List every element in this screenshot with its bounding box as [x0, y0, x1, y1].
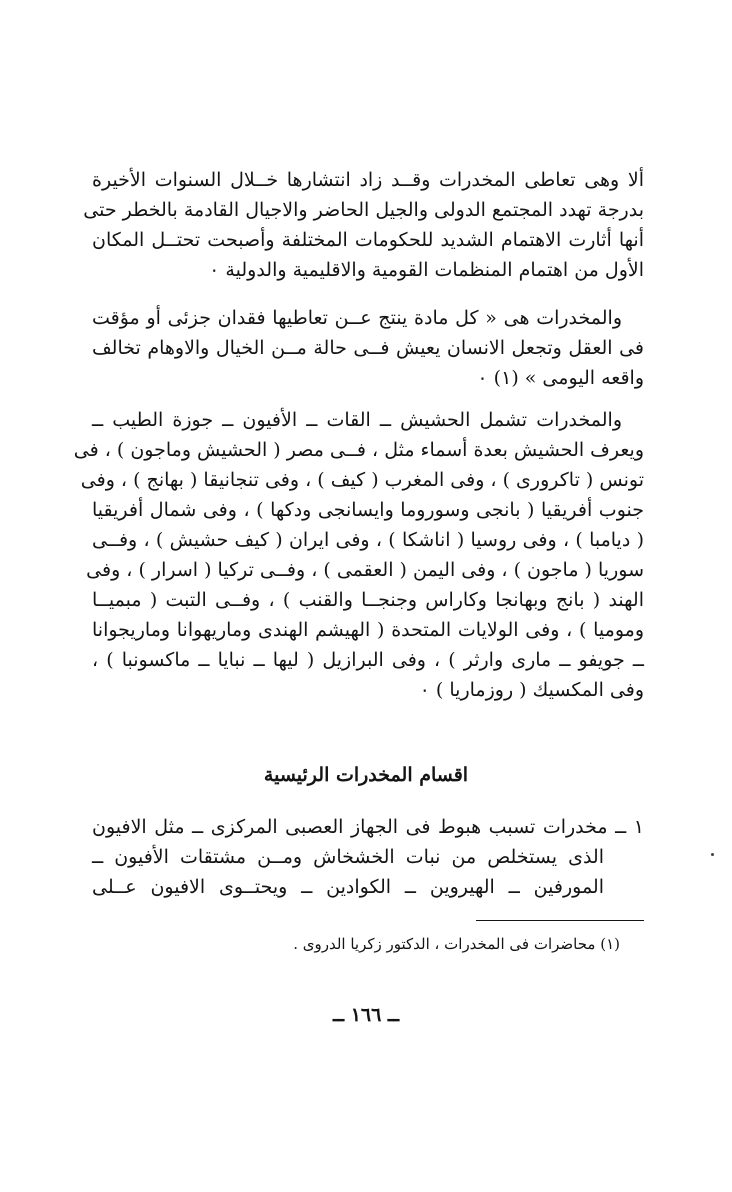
text-line: أنها أثارت الاهتمام الشديد للحكومات المختلفة وأصبحت تحتــل المكان	[92, 229, 644, 251]
text-line: ( ديامبا ) ، وفى روسيا ( اناشكا ) ، وفى ايران ( كيف حشيش ) ، وفــى	[92, 529, 644, 551]
text-line: الأول من اهتمام المنظمات القومية والاقليمية والدولية ٠	[209, 259, 644, 281]
text-line: ألا وهى تعاطى المخدرات وقــد زاد انتشارها خــلال السنوات الأخيرة	[92, 169, 644, 191]
list-item-depressants	[92, 812, 644, 902]
text-line: تونس ( تاكرورى ) ، وفى المغرب ( كيف ) ، وفى تنجانيقا ( بهانج ) ، وفى	[80, 469, 644, 491]
text-line: والمخدرات هى « كل مادة ينتج عــن تعاطيها فقدان جزئى أو مؤقت	[92, 307, 622, 329]
paragraph-drug-names	[73, 405, 644, 705]
text-line: سوريا ( ماجون ) ، وفى اليمن ( العقمى ) ، وفــى تركيا ( اسرار ) ، وفى	[86, 559, 644, 581]
text-line: واقعه اليومى » (١) ٠	[477, 367, 644, 389]
section-heading: اقسام المخدرات الرئيسية	[263, 764, 469, 786]
text-line: وموميا ) ، وفى الولايات المتحدة ( الهيشم الهندى وماريهوانا وماريجوانا	[92, 619, 644, 641]
text-line: ــ جويفو ــ مارى وارثر ) ، وفى البرازيل ( ليها ــ نبايا ــ ماكسونبا ) ،	[92, 649, 644, 671]
text-line: ١ ــ مخدرات تسبب هبوط فى الجهاز العصبى المركزى ــ مثل الافيون	[92, 816, 644, 838]
scan-speck	[711, 853, 714, 856]
text-line: بدرجة تهدد المجتمع الدولى والجيل الحاضر والاجيال القادمة بالخطر حتى	[83, 199, 644, 221]
text-line: فى العقل وتجعل الانسان يعيش فــى حالة مــن الخيال والاوهام تخالف	[92, 337, 644, 359]
text-line: المورفين ــ الهيروين ــ الكوادين ــ ويحتــوى الافيون عــلى	[92, 876, 604, 898]
text-line: الهند ( بانج وبهانجا وكاراس وجنجــا والقنب ) ، وفــى التبت ( مبميــا	[92, 589, 644, 611]
footnote: (١) محاضرات فى المخدرات ، الدكتور زكريا الدروى .	[293, 935, 620, 953]
paragraph-drug-spread	[83, 165, 644, 285]
text-line: والمخدرات تشمل الحشيش ــ القات ــ الأفيون ــ جوزة الطيب ــ	[92, 409, 622, 431]
paragraph-drug-definition	[92, 303, 644, 393]
text-line: الذى يستخلص من نبات الخشخاش ومــن مشتقات الأفيون ــ	[92, 846, 604, 868]
footnote-divider	[476, 920, 644, 921]
page-number: ــ ١٦٦ ــ	[332, 1004, 400, 1026]
text-line: ويعرف الحشيش بعدة أسماء مثل ، فــى مصر ( الحشيش وماجون ) ، فى	[73, 439, 644, 461]
text-line: وفى المكسيك ( روزماريا ) ٠	[419, 679, 644, 701]
text-line: جنوب أفريقيا ( بانجى وسوروما وايسانجى ودكها ) ، وفى شمال أفريقيا	[92, 499, 644, 521]
